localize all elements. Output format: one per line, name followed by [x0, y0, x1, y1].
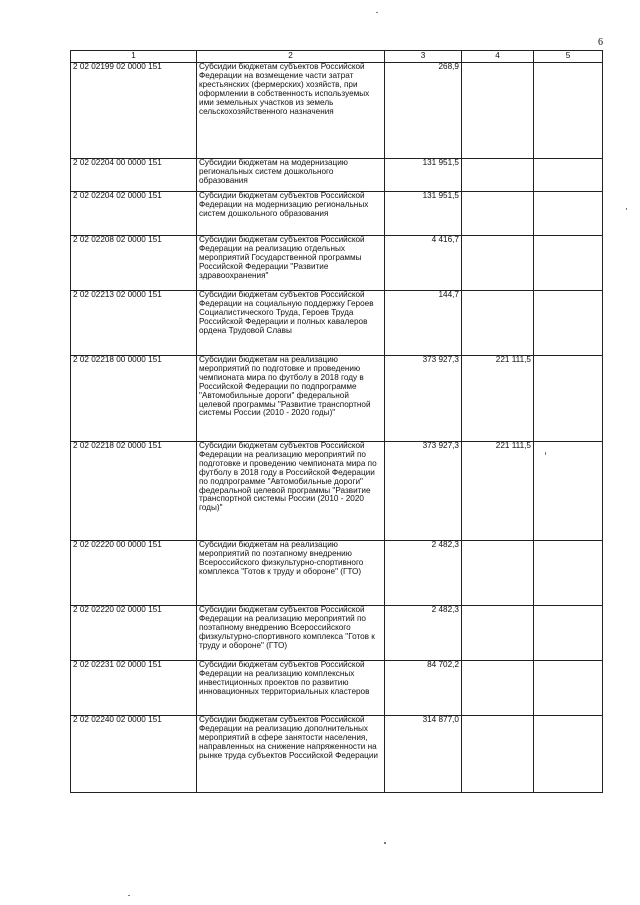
row-code: 2 02 02220 02 0000 151 [71, 606, 197, 661]
row-col5-value [534, 192, 603, 236]
row-code: 2 02 02204 00 0000 151 [71, 159, 197, 192]
row-col3-value: 2 482,3 [385, 606, 462, 661]
table-row [71, 606, 603, 661]
row-code: 2 02 02204 02 0000 151 [71, 192, 197, 236]
row-name: Субсидии бюджетам субъектов Российской Федерации на реализацию дополнительных мероприятий в сфере занятости населения, направленных на снижение напряженности на рынке труда субъектов Российской Федерации [197, 716, 385, 793]
header-col-4: 4 [462, 51, 534, 63]
row-col4-value [462, 159, 534, 192]
row-code: 2 02 02220 00 0000 151 [71, 541, 197, 606]
row-name: Субсидии бюджетам на реализацию мероприятий по поэтапному внедрению Всероссийского физкультурно-спортивного комплекса "Готов к труду и обороне" (ГТО) [197, 541, 385, 606]
row-col4-value [462, 606, 534, 661]
table-body [71, 63, 603, 793]
row-name: Субсидии бюджетам субъектов Российской Федерации на реализацию отдельных мероприятий Государственной программы Российской Федерации "Развитие здравоохранения" [197, 236, 385, 291]
row-col5-value [534, 236, 603, 291]
table-row [71, 661, 603, 716]
row-col3-value: 4 416,7 [385, 236, 462, 291]
row-col5-value [534, 716, 603, 793]
table-row [71, 291, 603, 356]
header-col-3: 3 [385, 51, 462, 63]
row-code: 2 02 02208 02 0000 151 [71, 236, 197, 291]
row-code: 2 02 02231 02 0000 151 [71, 661, 197, 716]
row-col4-value [462, 716, 534, 793]
row-col5-value [534, 541, 603, 606]
row-code: 2 02 02218 00 0000 151 [71, 356, 197, 442]
row-col5-value [534, 356, 603, 442]
table-row [71, 356, 603, 442]
row-name: Субсидии бюджетам субъектов Российской Федерации на реализацию мероприятий по поэтапному внедрению Всероссийского физкультурно-спортивного комплекса "Готов к труду и обороне" (ГТО) [197, 606, 385, 661]
table-row [71, 541, 603, 606]
row-col5-value [534, 442, 603, 541]
row-col4-value: 221 111,5 [462, 442, 534, 541]
row-name: Субсидии бюджетам субъектов Российской Федерации на модернизацию региональных систем дошкольного образования [197, 192, 385, 236]
row-col5-value [534, 291, 603, 356]
row-col3-value: 131 951,5 [385, 159, 462, 192]
row-col5-value [534, 661, 603, 716]
row-code: 2 02 02199 02 0000 151 [71, 63, 197, 159]
row-name: Субсидии бюджетам субъектов Российской Федерации на социальную поддержку Героев Социалистического Труда, Героев Труда Российской Федерации и полных кавалеров ордена Трудовой Славы [197, 291, 385, 356]
scan-speck [376, 12, 378, 13]
row-col3-value: 84 702,2 [385, 661, 462, 716]
scan-speck [384, 842, 386, 844]
scan-speck [545, 452, 546, 455]
table-row [71, 192, 603, 236]
row-col5-value [534, 159, 603, 192]
row-col4-value [462, 192, 534, 236]
row-code: 2 02 02218 02 0000 151 [71, 442, 197, 541]
table-header [71, 51, 603, 63]
row-col5-value [534, 63, 603, 159]
row-col4-value [462, 236, 534, 291]
table-row [71, 442, 603, 541]
header-col-2: 2 [197, 51, 385, 63]
page-number: 6 [598, 37, 603, 48]
row-name: Субсидии бюджетам субъектов Российской Федерации на возмещение части затрат крестьянских (фермерских) хозяйств, при оформлении в собственность используемых ими земельных участков из земель сельскохозяйственного назначения [197, 63, 385, 159]
row-name: Субсидии бюджетам субъектов Российской Федерации на реализацию мероприятий по подготовке и проведению чемпионата мира по футболу в 2018 году в Российской Федерации по подпрограмме "Автомобильные дороги" федеральной целевой программы "Развитие транспортной системы России (2010 - 2020 годы)" [197, 442, 385, 541]
budget-table [70, 50, 603, 793]
row-col4-value [462, 541, 534, 606]
header-col-5: 5 [534, 51, 603, 63]
row-col3-value: 314 877,0 [385, 716, 462, 793]
row-code: 2 02 02213 02 0000 151 [71, 291, 197, 356]
row-col4-value: 221 111,5 [462, 356, 534, 442]
row-col4-value [462, 63, 534, 159]
row-code: 2 02 02240 02 0000 151 [71, 716, 197, 793]
row-name: Субсидии бюджетам на реализацию мероприятий по подготовке и проведению чемпионата мира по футболу в 2018 году в Российской Федерации по подпрограмме "Автомобильные дороги" федеральной целевой программы "Развитие транспортной системы России (2010 - 2020 годы)" [197, 356, 385, 442]
row-col3-value: 131 951,5 [385, 192, 462, 236]
row-col5-value [534, 606, 603, 661]
row-col4-value [462, 291, 534, 356]
row-col3-value: 144,7 [385, 291, 462, 356]
scan-speck [128, 895, 130, 896]
row-name: Субсидии бюджетам субъектов Российской Федерации на реализацию комплексных инвестиционных проектов по развитию инновационных территориальных кластеров [197, 661, 385, 716]
header-col-1: 1 [71, 51, 197, 63]
scan-speck [626, 208, 627, 210]
row-col3-value: 268,9 [385, 63, 462, 159]
table-row [71, 159, 603, 192]
row-col3-value: 373 927,3 [385, 356, 462, 442]
row-col3-value: 373 927,3 [385, 442, 462, 541]
table-row [71, 716, 603, 793]
row-col4-value [462, 661, 534, 716]
row-name: Субсидии бюджетам на модернизацию региональных систем дошкольного образования [197, 159, 385, 192]
table-row [71, 236, 603, 291]
table-row [71, 63, 603, 159]
row-col3-value: 2 482,3 [385, 541, 462, 606]
